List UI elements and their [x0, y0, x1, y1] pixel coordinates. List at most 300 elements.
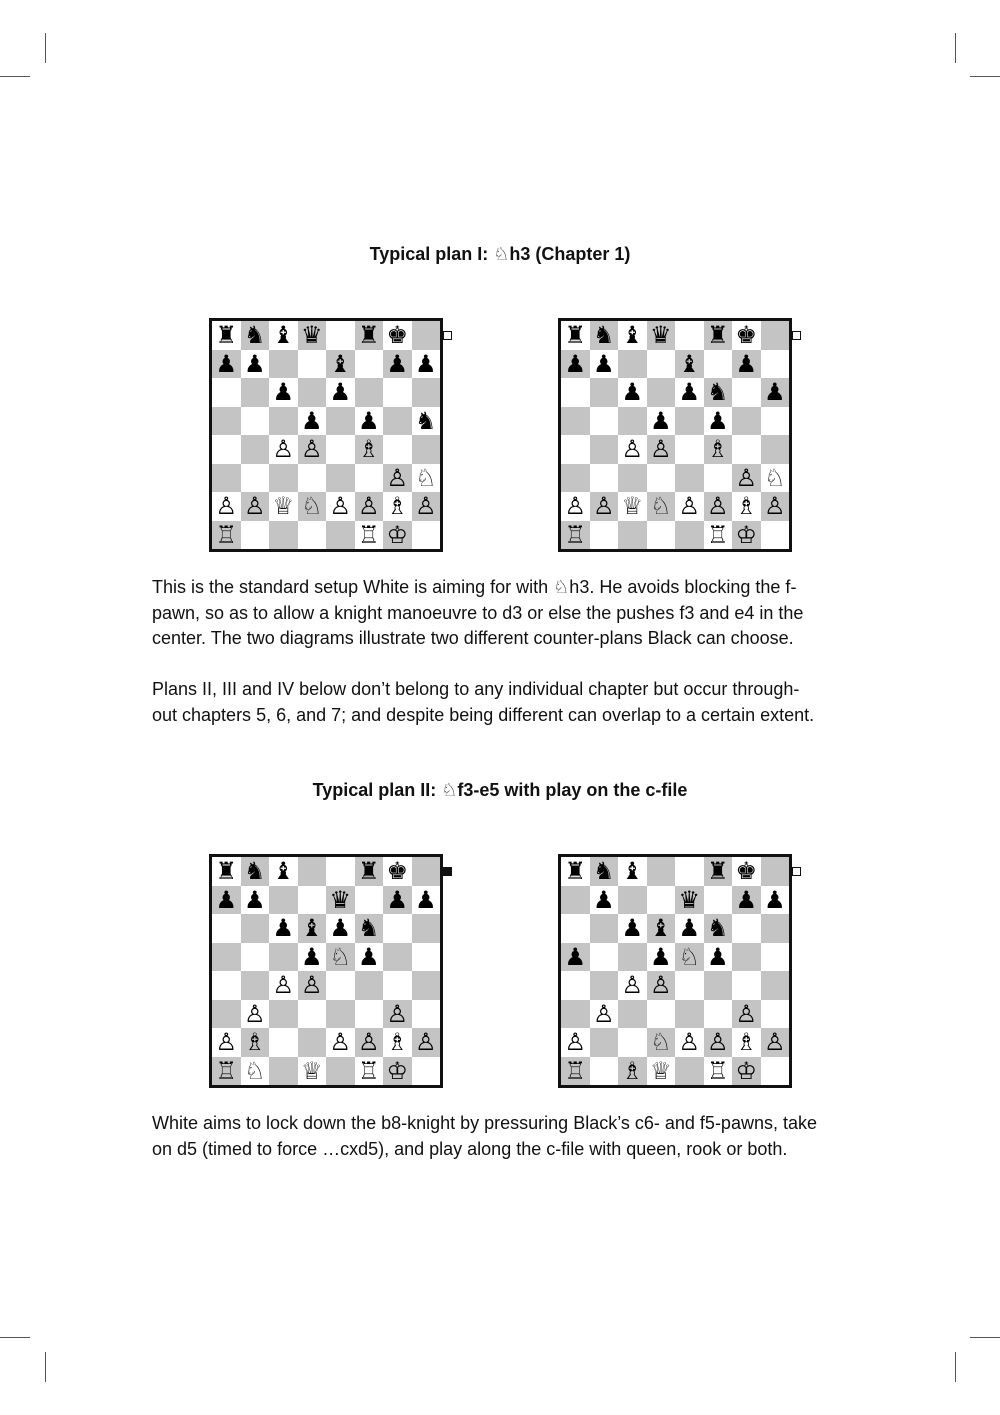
- square-h5: [761, 407, 790, 436]
- square-b8: [241, 321, 270, 350]
- square-c7: [269, 886, 298, 915]
- white-pawn-icon: ♙︎: [735, 463, 757, 492]
- square-e2: [675, 492, 704, 521]
- square-f4: [704, 971, 733, 1000]
- square-f8: [704, 857, 733, 886]
- square-f2: [704, 492, 733, 521]
- square-a8: [561, 321, 590, 350]
- square-h1: [412, 521, 441, 550]
- square-c4: [269, 971, 298, 1000]
- white-king-icon: ♔︎: [735, 1056, 757, 1085]
- square-a4: [212, 971, 241, 1000]
- crop-mark-top-right: [955, 33, 956, 63]
- white-pawn-icon: ♙︎: [215, 492, 237, 521]
- square-g1: [732, 521, 761, 550]
- square-g6: [732, 378, 761, 407]
- square-g2: [732, 1028, 761, 1057]
- square-c3: [269, 464, 298, 493]
- square-h3: [412, 1000, 441, 1029]
- crop-mark-bottom-left: [0, 1337, 30, 1338]
- square-d2: [298, 492, 327, 521]
- square-b1: [590, 1057, 619, 1086]
- square-d5: [298, 407, 327, 436]
- black-rook-icon: ♜︎: [564, 321, 586, 350]
- black-pawn-icon: ♟︎: [414, 349, 437, 378]
- square-c7: [618, 886, 647, 915]
- square-g5: [732, 407, 761, 436]
- square-d4: [647, 971, 676, 1000]
- square-c5: [618, 943, 647, 972]
- square-g4: [383, 435, 412, 464]
- square-d8: [647, 321, 676, 350]
- white-rook-icon: ♖︎: [357, 1056, 380, 1085]
- square-a8: [212, 857, 241, 886]
- square-b6: [241, 378, 270, 407]
- black-pawn-icon: ♟︎: [564, 349, 586, 378]
- white-pawn-icon: ♙︎: [215, 1028, 237, 1057]
- square-f5: [704, 407, 733, 436]
- square-c2: [269, 492, 298, 521]
- black-pawn-icon: ♟︎: [621, 914, 643, 943]
- square-a5: [561, 943, 590, 972]
- square-a6: [212, 378, 241, 407]
- white-rook-icon: ♖︎: [706, 1056, 729, 1085]
- square-a3: [561, 1000, 590, 1029]
- white-pawn-icon: ♙︎: [592, 999, 615, 1028]
- square-b8: [241, 857, 270, 886]
- square-f4: [355, 971, 384, 1000]
- square-e7: [326, 886, 355, 915]
- square-b4: [590, 971, 619, 1000]
- square-d3: [298, 1000, 327, 1029]
- white-pawn-icon: ♙︎: [763, 1028, 786, 1057]
- square-h8: [412, 857, 441, 886]
- square-d7: [298, 350, 327, 379]
- white-rook-icon: ♖︎: [564, 520, 586, 549]
- square-c5: [618, 407, 647, 436]
- square-e8: [675, 857, 704, 886]
- body-paragraph: [152, 677, 852, 728]
- black-pawn-icon: ♟︎: [763, 378, 786, 407]
- white-pawn-icon: ♙︎: [243, 999, 266, 1028]
- square-c7: [618, 350, 647, 379]
- square-h8: [761, 857, 790, 886]
- black-pawn-icon: ♟︎: [592, 885, 615, 914]
- square-h6: [761, 914, 790, 943]
- square-a2: [561, 492, 590, 521]
- square-h4: [412, 971, 441, 1000]
- square-f8: [704, 321, 733, 350]
- square-d1: [647, 521, 676, 550]
- black-pawn-icon: ♟︎: [414, 885, 437, 914]
- square-c6: [618, 378, 647, 407]
- square-e4: [675, 435, 704, 464]
- square-h2: [412, 1028, 441, 1057]
- square-g3: [383, 464, 412, 493]
- crop-mark-bottom-right: [955, 1352, 956, 1382]
- square-c5: [269, 943, 298, 972]
- square-b4: [241, 435, 270, 464]
- section-heading: Typical plan I: ♘h3 (Chapter 1): [369, 244, 631, 264]
- square-b3: [241, 464, 270, 493]
- square-b2: [590, 492, 619, 521]
- square-a6: [561, 378, 590, 407]
- white-pawn-icon: ♙︎: [386, 463, 408, 492]
- square-f1: [704, 521, 733, 550]
- square-f2: [704, 1028, 733, 1057]
- square-g1: [732, 1057, 761, 1086]
- square-h2: [761, 492, 790, 521]
- square-e6: [326, 914, 355, 943]
- square-h3: [761, 1000, 790, 1029]
- black-pawn-icon: ♟︎: [735, 885, 757, 914]
- black-pawn-icon: ♟︎: [678, 914, 700, 943]
- square-g3: [383, 1000, 412, 1029]
- square-a1: [212, 1057, 241, 1086]
- square-f6: [704, 378, 733, 407]
- crop-mark-bottom-right: [970, 1337, 1000, 1338]
- square-h1: [761, 1057, 790, 1086]
- square-g6: [383, 378, 412, 407]
- square-b1: [241, 521, 270, 550]
- square-c8: [269, 321, 298, 350]
- black-knight-icon: ♞︎: [243, 857, 266, 886]
- square-d7: [647, 886, 676, 915]
- square-a3: [212, 1000, 241, 1029]
- square-b5: [590, 943, 619, 972]
- square-c8: [618, 857, 647, 886]
- square-b2: [241, 492, 270, 521]
- square-h5: [761, 943, 790, 972]
- square-b2: [590, 1028, 619, 1057]
- square-d8: [647, 857, 676, 886]
- white-pawn-icon: ♙︎: [735, 999, 757, 1028]
- square-e3: [675, 464, 704, 493]
- white-queen-icon: ♕︎: [621, 492, 643, 521]
- square-a3: [561, 464, 590, 493]
- white-queen-icon: ♕︎: [300, 1056, 323, 1085]
- square-g5: [732, 943, 761, 972]
- white-rook-icon: ♖︎: [357, 520, 380, 549]
- square-c5: [269, 407, 298, 436]
- black-pawn-icon: ♟︎: [706, 942, 729, 971]
- black-rook-icon: ♜︎: [215, 857, 237, 886]
- square-e5: [675, 943, 704, 972]
- black-pawn-icon: ♟︎: [735, 349, 757, 378]
- square-e1: [326, 1057, 355, 1086]
- square-a8: [212, 321, 241, 350]
- black-pawn-icon: ♟︎: [564, 942, 586, 971]
- white-pawn-icon: ♙︎: [678, 1028, 700, 1057]
- black-king-icon: ♚︎: [386, 321, 408, 350]
- chess-diagram: [209, 854, 443, 1088]
- black-bishop-icon: ♝︎: [329, 349, 351, 378]
- square-g6: [732, 914, 761, 943]
- white-queen-icon: ♕︎: [649, 1056, 672, 1085]
- white-king-icon: ♔︎: [735, 520, 757, 549]
- square-a4: [212, 435, 241, 464]
- white-knight-icon: ♘︎: [678, 942, 700, 971]
- black-pawn-icon: ♟︎: [649, 406, 672, 435]
- black-knight-icon: ♞︎: [414, 406, 437, 435]
- crop-mark-top-left: [45, 33, 46, 63]
- square-e8: [675, 321, 704, 350]
- white-pawn-icon: ♙︎: [564, 1028, 586, 1057]
- crop-mark-top-right: [970, 76, 1000, 77]
- white-pawn-icon: ♙︎: [329, 492, 351, 521]
- square-h8: [761, 321, 790, 350]
- black-pawn-icon: ♟︎: [592, 349, 615, 378]
- square-d6: [647, 914, 676, 943]
- crop-mark-top-left: [0, 76, 30, 77]
- square-c1: [618, 1057, 647, 1086]
- white-pawn-icon: ♙︎: [414, 492, 437, 521]
- white-knight-icon: ♘︎: [649, 1028, 672, 1057]
- white-pawn-icon: ♙︎: [621, 971, 643, 1000]
- square-d7: [647, 350, 676, 379]
- black-bishop-icon: ♝︎: [649, 914, 672, 943]
- square-e8: [326, 857, 355, 886]
- square-a1: [561, 1057, 590, 1086]
- square-f3: [355, 1000, 384, 1029]
- square-f2: [355, 1028, 384, 1057]
- paragraph-line: pawn, so as to allow a knight manoeuvre to d3 or else the pushes f3 and e4 in the: [152, 602, 804, 623]
- white-pawn-icon: ♙︎: [300, 971, 323, 1000]
- white-pawn-icon: ♙︎: [592, 492, 615, 521]
- white-knight-icon: ♘︎: [649, 492, 672, 521]
- black-pawn-icon: ♟︎: [272, 914, 294, 943]
- black-knight-icon: ♞︎: [357, 914, 380, 943]
- chess-diagram: [209, 318, 443, 552]
- black-pawn-icon: ♟︎: [678, 378, 700, 407]
- square-e7: [675, 350, 704, 379]
- square-a5: [561, 407, 590, 436]
- square-f1: [355, 1057, 384, 1086]
- white-pawn-icon: ♙︎: [357, 492, 380, 521]
- square-a8: [561, 857, 590, 886]
- square-f7: [355, 350, 384, 379]
- square-f3: [355, 464, 384, 493]
- body-paragraph: [152, 575, 852, 652]
- white-king-icon: ♔︎: [386, 1056, 408, 1085]
- square-h1: [761, 521, 790, 550]
- square-h4: [412, 435, 441, 464]
- black-pawn-icon: ♟︎: [300, 942, 323, 971]
- black-bishop-icon: ♝︎: [621, 321, 643, 350]
- square-d2: [647, 1028, 676, 1057]
- square-e3: [675, 1000, 704, 1029]
- paragraph-line: This is the standard setup White is aiming for with ♘h3. He avoids blocking the f-: [152, 577, 797, 597]
- square-g3: [732, 1000, 761, 1029]
- paragraph-line: on d5 (timed to force …cxd5), and play along the c-file with queen, rook or both.: [152, 1138, 788, 1159]
- square-e1: [675, 521, 704, 550]
- square-h2: [412, 492, 441, 521]
- square-f3: [704, 1000, 733, 1029]
- square-e2: [326, 492, 355, 521]
- square-e5: [675, 407, 704, 436]
- square-d5: [647, 407, 676, 436]
- square-f4: [355, 435, 384, 464]
- square-d2: [298, 1028, 327, 1057]
- white-bishop-icon: ♗︎: [621, 1056, 643, 1085]
- black-queen-icon: ♛︎: [329, 885, 351, 914]
- white-pawn-icon: ♙︎: [564, 492, 586, 521]
- square-g4: [732, 435, 761, 464]
- black-king-icon: ♚︎: [735, 321, 757, 350]
- square-d6: [298, 378, 327, 407]
- square-g2: [732, 492, 761, 521]
- black-bishop-icon: ♝︎: [621, 857, 643, 886]
- square-c1: [269, 521, 298, 550]
- black-pawn-icon: ♟︎: [329, 378, 351, 407]
- square-f7: [704, 886, 733, 915]
- square-d1: [647, 1057, 676, 1086]
- square-g7: [732, 886, 761, 915]
- square-g4: [732, 971, 761, 1000]
- square-b5: [241, 943, 270, 972]
- square-a3: [212, 464, 241, 493]
- square-d2: [647, 492, 676, 521]
- black-pawn-icon: ♟︎: [357, 942, 380, 971]
- square-a1: [212, 521, 241, 550]
- square-e6: [675, 914, 704, 943]
- paragraph-line: Plans II, III and IV below don’t belong to any individual chapter but occur through-: [152, 679, 800, 699]
- black-pawn-icon: ♟︎: [243, 885, 266, 914]
- square-d3: [647, 1000, 676, 1029]
- paragraph-line: White aims to lock down the b8-knight by pressuring Black’s c6- and f5-pawns, take: [152, 1113, 817, 1133]
- black-pawn-icon: ♟︎: [215, 885, 237, 914]
- square-a4: [561, 971, 590, 1000]
- square-d5: [647, 943, 676, 972]
- square-d4: [647, 435, 676, 464]
- square-d3: [298, 464, 327, 493]
- square-g4: [383, 971, 412, 1000]
- square-c2: [618, 492, 647, 521]
- square-a5: [212, 407, 241, 436]
- black-queen-icon: ♛︎: [300, 321, 323, 350]
- square-c2: [618, 1028, 647, 1057]
- square-f4: [704, 435, 733, 464]
- square-b6: [590, 914, 619, 943]
- square-d7: [298, 886, 327, 915]
- square-g2: [383, 1028, 412, 1057]
- black-pawn-icon: ♟︎: [329, 914, 351, 943]
- square-b3: [241, 1000, 270, 1029]
- square-g3: [732, 464, 761, 493]
- square-h7: [761, 350, 790, 379]
- square-f2: [355, 492, 384, 521]
- square-h6: [761, 378, 790, 407]
- white-knight-icon: ♘︎: [300, 492, 323, 521]
- black-pawn-icon: ♟︎: [621, 378, 643, 407]
- square-e2: [326, 1028, 355, 1057]
- white-bishop-icon: ♗︎: [357, 435, 380, 464]
- square-e1: [326, 521, 355, 550]
- black-rook-icon: ♜︎: [215, 321, 237, 350]
- square-b3: [590, 1000, 619, 1029]
- white-pawn-icon: ♙︎: [329, 1028, 351, 1057]
- square-b8: [590, 857, 619, 886]
- white-bishop-icon: ♗︎: [735, 1028, 757, 1057]
- white-rook-icon: ♖︎: [564, 1056, 586, 1085]
- black-pawn-icon: ♟︎: [386, 349, 408, 378]
- chess-diagram: [558, 854, 792, 1088]
- black-bishop-icon: ♝︎: [272, 857, 294, 886]
- black-queen-icon: ♛︎: [678, 885, 700, 914]
- square-d1: [298, 521, 327, 550]
- square-d1: [298, 1057, 327, 1086]
- white-pawn-icon: ♙︎: [300, 435, 323, 464]
- square-c6: [618, 914, 647, 943]
- square-b3: [590, 464, 619, 493]
- black-pawn-icon: ♟︎: [706, 406, 729, 435]
- black-pawn-icon: ♟︎: [649, 942, 672, 971]
- square-a2: [212, 1028, 241, 1057]
- white-bishop-icon: ♗︎: [243, 1028, 266, 1057]
- square-f5: [704, 943, 733, 972]
- square-d6: [298, 914, 327, 943]
- square-e7: [326, 350, 355, 379]
- black-rook-icon: ♜︎: [706, 321, 729, 350]
- square-e4: [326, 435, 355, 464]
- square-f8: [355, 321, 384, 350]
- square-b7: [241, 350, 270, 379]
- square-a1: [561, 521, 590, 550]
- white-king-icon: ♔︎: [386, 520, 408, 549]
- square-g2: [383, 492, 412, 521]
- square-c4: [618, 971, 647, 1000]
- side-to-move-indicator: [443, 867, 452, 876]
- black-rook-icon: ♜︎: [357, 321, 380, 350]
- white-bishop-icon: ♗︎: [735, 492, 757, 521]
- white-pawn-icon: ♙︎: [272, 971, 294, 1000]
- square-d8: [298, 857, 327, 886]
- square-a6: [212, 914, 241, 943]
- square-c6: [269, 378, 298, 407]
- side-to-move-indicator: [792, 867, 801, 876]
- square-c8: [269, 857, 298, 886]
- square-d8: [298, 321, 327, 350]
- square-h6: [412, 914, 441, 943]
- square-d6: [647, 378, 676, 407]
- square-c4: [269, 435, 298, 464]
- square-h2: [761, 1028, 790, 1057]
- white-pawn-icon: ♙︎: [763, 492, 786, 521]
- black-pawn-icon: ♟︎: [357, 406, 380, 435]
- square-h4: [761, 435, 790, 464]
- square-h7: [761, 886, 790, 915]
- square-e1: [675, 1057, 704, 1086]
- square-h6: [412, 378, 441, 407]
- section-heading: Typical plan II: ♘f3-e5 with play on the c-file: [312, 780, 688, 800]
- square-e5: [326, 943, 355, 972]
- square-b8: [590, 321, 619, 350]
- white-bishop-icon: ♗︎: [706, 435, 729, 464]
- square-f6: [355, 914, 384, 943]
- black-pawn-icon: ♟︎: [386, 885, 408, 914]
- square-b7: [241, 886, 270, 915]
- white-rook-icon: ♖︎: [706, 520, 729, 549]
- square-d3: [647, 464, 676, 493]
- side-to-move-indicator: [792, 331, 801, 340]
- square-a7: [212, 350, 241, 379]
- square-d4: [298, 435, 327, 464]
- square-c3: [269, 1000, 298, 1029]
- black-pawn-icon: ♟︎: [763, 885, 786, 914]
- square-g8: [383, 857, 412, 886]
- square-e3: [326, 464, 355, 493]
- white-rook-icon: ♖︎: [215, 520, 237, 549]
